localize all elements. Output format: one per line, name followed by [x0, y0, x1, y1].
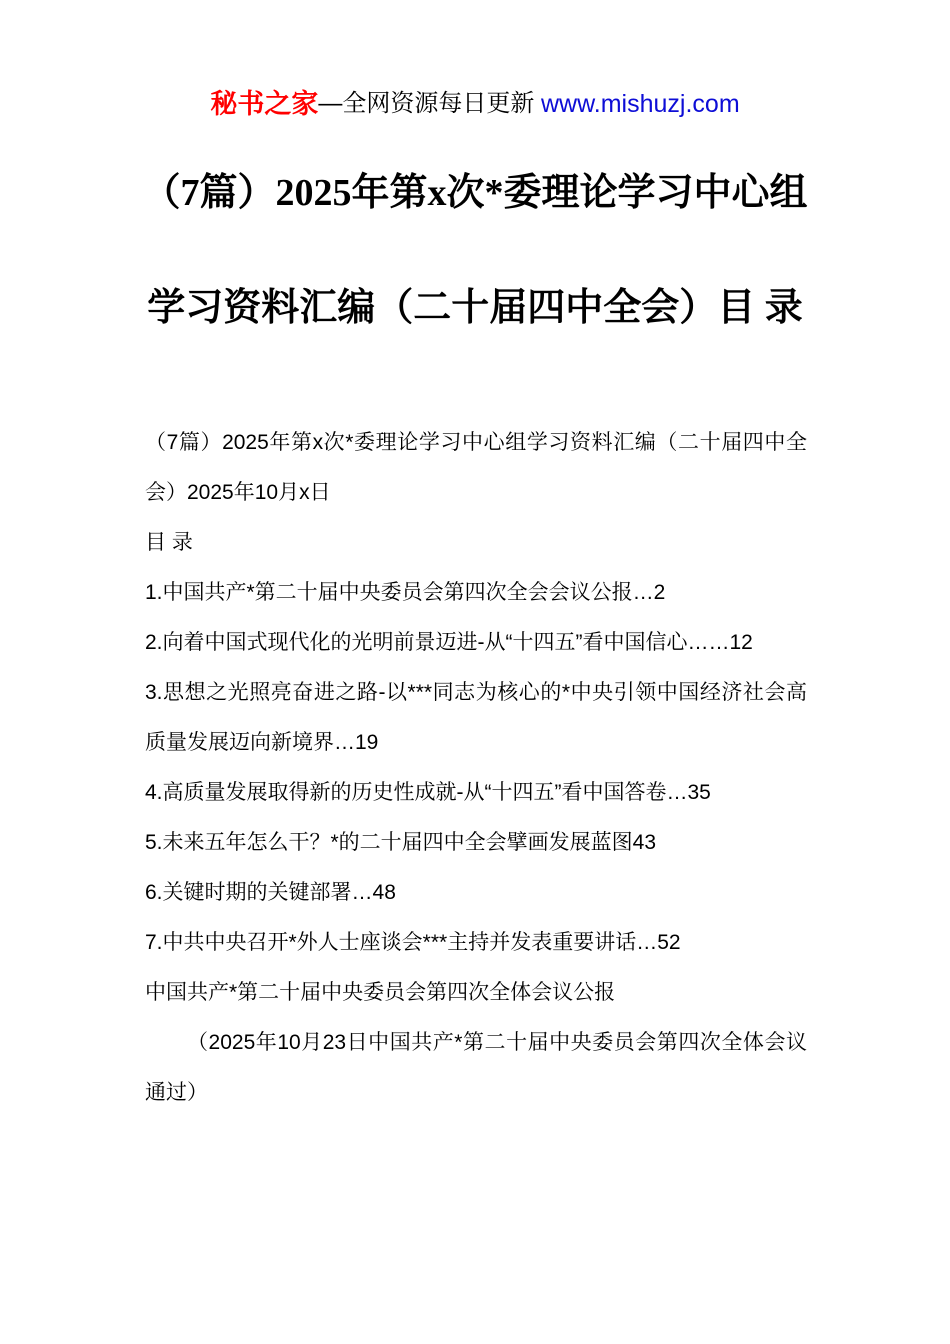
document-title-line-1: （7篇）2025年第x次*委理论学习中心组 [142, 172, 808, 214]
paragraph-communique-date: （2025年10月23日中国共产*第二十届中央委员会第四次全体会议通过） [145, 1031, 807, 1104]
toc-item-5: 5.未来五年怎么干？*的二十届四中全会擘画发展蓝图43 [145, 831, 657, 854]
toc-item-7: 7.中共中央召开*外人士座谈会***主持并发表重要讲话…52 [145, 931, 681, 954]
document-body [145, 418, 807, 1118]
toc-item-3: 3.思想之光照亮奋进之路-以***同志为核心的*中央引领中国经济社会高质量发展迈向新境界…19 [145, 681, 807, 754]
toc-item-6: 6.关键时期的关键部署…48 [145, 881, 396, 904]
toc-item-1: 1.中国共产*第二十届中央委员会第四次全会会议公报…2 [145, 581, 666, 604]
paragraph-toc-heading: 目 录 [145, 531, 193, 554]
paragraph-intro: （7篇）2025年第x次*委理论学习中心组学习资料汇编（二十届四中全会）2025年10月x日 [145, 431, 807, 504]
site-header [0, 85, 950, 123]
document-title [0, 168, 950, 333]
document-title-line-2: 学习资料汇编（二十届四中全会）目 录 [147, 287, 803, 329]
site-tagline: —全网资源每日更新 [318, 90, 541, 117]
site-name: 秘书之家 [210, 89, 319, 119]
toc-item-4: 4.高质量发展取得新的历史性成就-从“十四五”看中国答卷…35 [145, 781, 711, 804]
paragraph-communique-title: 中国共产*第二十届中央委员会第四次全体会议公报 [145, 981, 616, 1004]
toc-item-2: 2.向着中国式现代化的光明前景迈进-从“十四五”看中国信心……12 [145, 631, 753, 654]
site-url-link[interactable]: www.mishuzj.com [541, 90, 740, 118]
